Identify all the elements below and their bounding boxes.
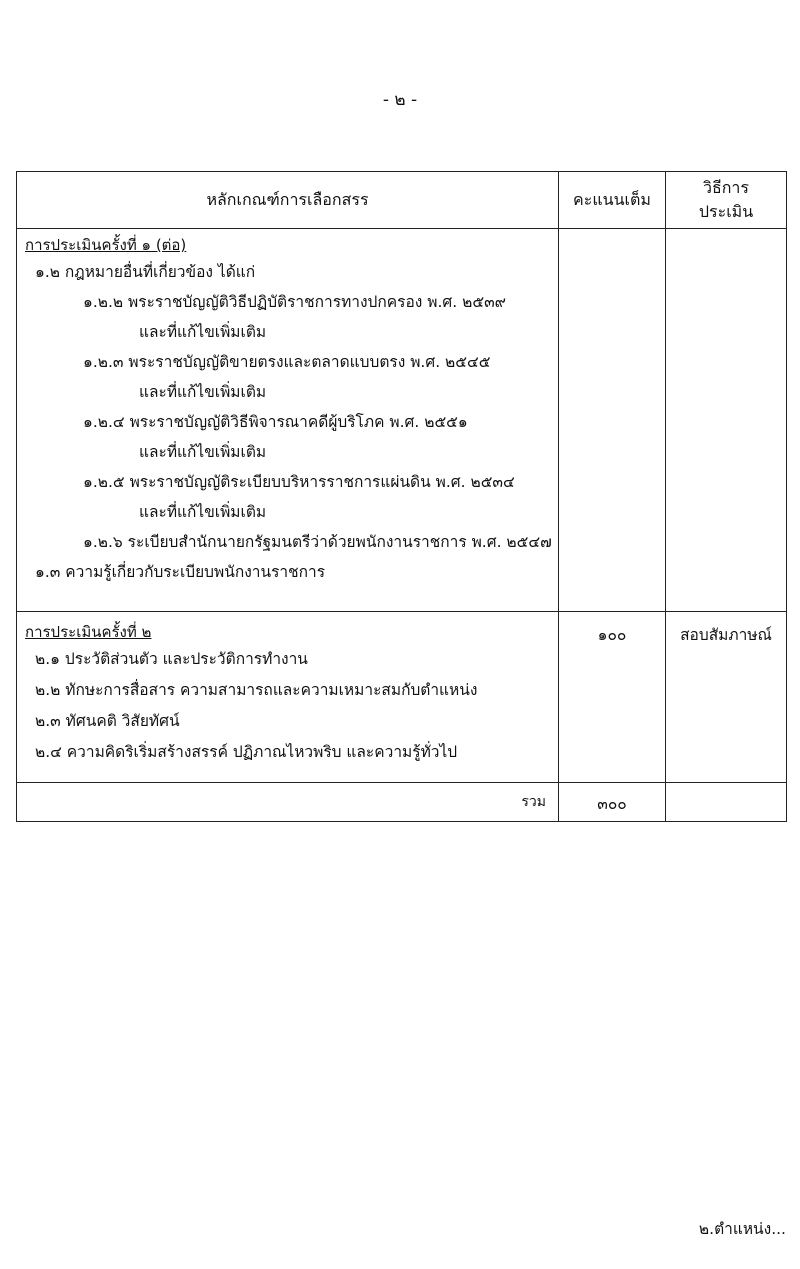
list-item: ๑.๒.๔ พระราชบัญญัติวิธีพิจารณาคดีผู้บริโภค พ.ศ. ๒๕๕๑ [83,413,468,431]
section2-title: การประเมินครั้งที่ ๒ [25,623,152,641]
table-header-row [17,172,787,229]
list-item: ๑.๒.๕ พระราชบัญญัติระเบียบบริหารราชการแผ่นดิน พ.ศ. ๒๕๓๔ [83,473,515,491]
page-number: - ๒ - [382,90,418,110]
continuation-reference: ๒.ตำแหน่ง... [698,1220,786,1238]
header-method-line1: วิธีการ [702,178,749,197]
section2-score: ๑๐๐ [559,612,666,783]
list-item: และที่แก้ไขเพิ่มเติม [139,443,267,461]
total-label: รวม [17,783,559,822]
list-item: และที่แก้ไขเพิ่มเติม [139,323,267,341]
list-item: ๑.๒.๖ ระเบียบสำนักนายกรัฐมนตรีว่าด้วยพนักงานราชการ พ.ศ. ๒๕๔๗ [83,533,552,551]
total-value: ๓๐๐ [559,783,666,822]
header-criteria: หลักเกณฑ์การเลือกสรร [17,172,559,229]
section2-method: สอบสัมภาษณ์ [666,612,787,783]
list-item: ๒.๔ ความคิดริเริ่มสร้างสรรค์ ปฏิภาณไหวพริบ และความรู้ทั่วไป [35,743,458,761]
header-method-line2: ประเมิน [698,202,754,221]
list-item: ๑.๓ ความรู้เกี่ยวกับระเบียบพนักงานราชการ [35,563,326,581]
section1-criteria [17,229,559,612]
list-item: ๑.๒.๓ พระราชบัญญัติขายตรงและตลาดแบบตรง พ.ศ. ๒๕๔๕ [83,353,491,371]
table-row-section2 [17,612,787,783]
header-full-score: คะแนนเต็ม [559,172,666,229]
header-method [666,172,787,229]
list-item: ๒.๒ ทักษะการสื่อสาร ความสามารถและความเหมาะสมกับตำแหน่ง [35,681,478,699]
list-item: ๒.๑ ประวัติส่วนตัว และประวัติการทำงาน [35,650,308,668]
list-item: ๒.๓ ทัศนคติ วิสัยทัศน์ [35,712,180,730]
section1-title: การประเมินครั้งที่ ๑ (ต่อ) [25,236,187,254]
table-row-section1 [17,229,787,612]
table-row-total [17,783,787,822]
criteria-table [16,171,787,822]
list-item: ๑.๒ กฎหมายอื่นที่เกี่ยวข้อง ได้แก่ [35,263,256,281]
section1-method [666,229,787,612]
section1-score [559,229,666,612]
total-method [666,783,787,822]
list-item: ๑.๒.๒ พระราชบัญญัติวิธีปฏิบัติราชการทางปกครอง พ.ศ. ๒๕๓๙ [83,293,507,311]
list-item: และที่แก้ไขเพิ่มเติม [139,503,267,521]
list-item: และที่แก้ไขเพิ่มเติม [139,383,267,401]
section2-criteria [17,612,559,783]
